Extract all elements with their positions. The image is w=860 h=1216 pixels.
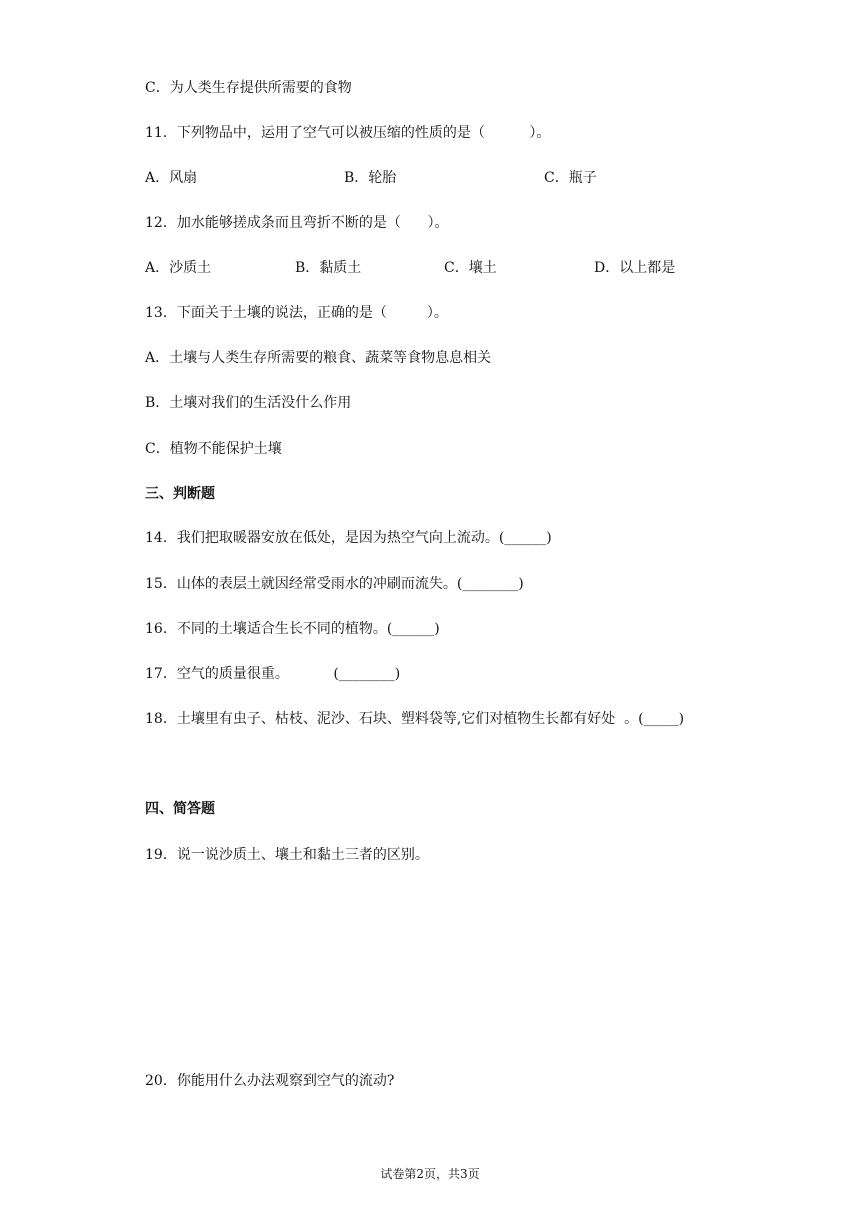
q17: 17．空气的质量很重。 (________) — [145, 666, 401, 682]
q12-stem: 12．加水能够搓成条而且弯折不断的是（ ）。 — [145, 215, 449, 231]
q13-option-a: A．土壤与人类生存所需要的粮食、蔬菜等食物息息相关 — [145, 350, 492, 366]
q14: 14．我们把取暖器安放在低处，是因为热空气向上流动。(______) — [145, 530, 552, 546]
q18: 18．土壤里有虫子、枯枝、泥沙、石块、塑料袋等,它们对植物生长都有好处 。(_____) — [145, 711, 685, 727]
q11-option-c: C．瓶子 — [544, 170, 597, 186]
q20: 20．你能用什么办法观察到空气的流动? — [145, 1073, 395, 1089]
q12-option-c: C．壤土 — [444, 260, 497, 276]
q15: 15．山体的表层土就因经常受雨水的冲刷而流失。(________) — [145, 576, 524, 592]
q12-option-a: A．沙质土 — [145, 260, 212, 276]
q12-option-b: B．黏质土 — [295, 260, 362, 276]
section-3-heading: 三、判断题 — [145, 486, 215, 502]
q11-stem: 11．下列物品中，运用了空气可以被压缩的性质的是（ ）。 — [145, 125, 551, 141]
q16: 16．不同的土壤适合生长不同的植物。(______) — [145, 621, 440, 637]
q11-option-a: A．风扇 — [145, 170, 198, 186]
q12-option-d: D．以上都是 — [594, 260, 676, 276]
page-footer: 试卷第2页，共3页 — [380, 1167, 480, 1181]
q11-option-b: B．轮胎 — [344, 170, 397, 186]
q13-stem: 13．下面关于土壤的说法，正确的是（ ）。 — [145, 305, 448, 321]
q13-option-c: C．植物不能保护土壤 — [145, 441, 282, 457]
section-4-heading: 四、简答题 — [145, 801, 215, 817]
q19: 19．说一说沙质土、壤土和黏土三者的区别。 — [145, 847, 429, 863]
q13-option-b: B．土壤对我们的生活没什么作用 — [145, 395, 352, 411]
q10-option-c: C．为人类生存提供所需要的食物 — [145, 80, 352, 96]
